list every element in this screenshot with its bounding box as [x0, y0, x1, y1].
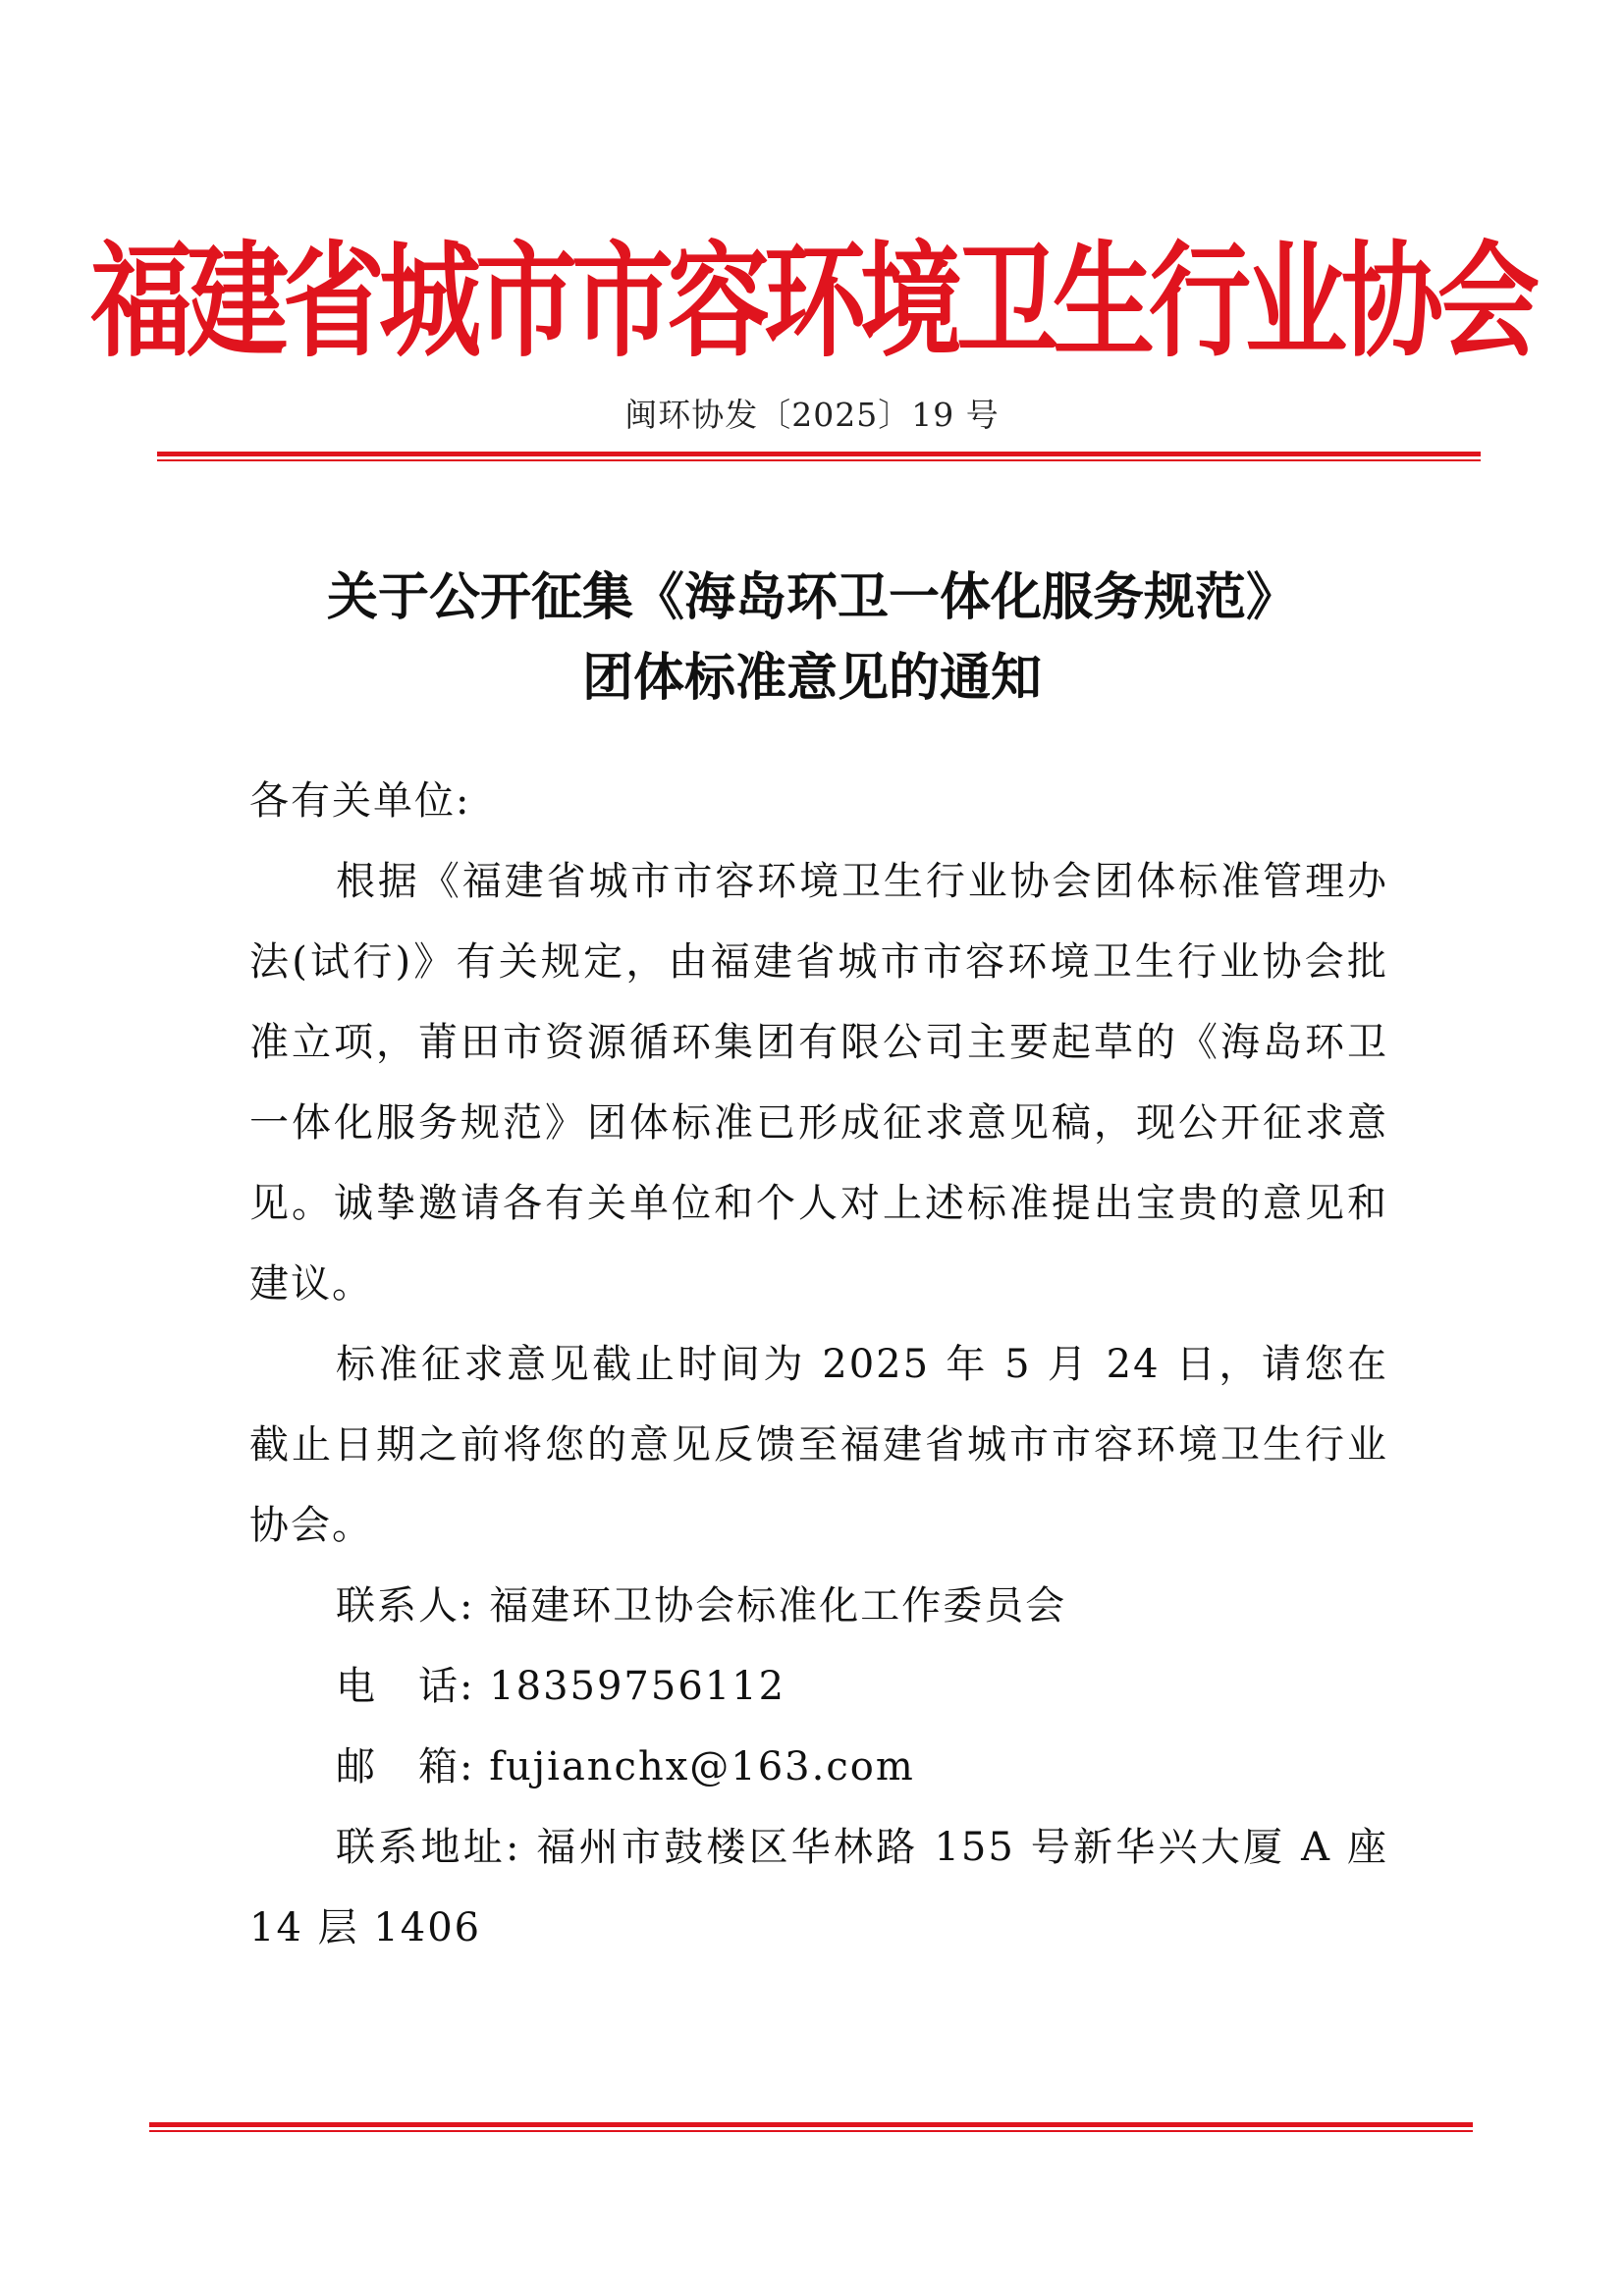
- salutation: 各有关单位:: [249, 778, 471, 824]
- contact-phone: 电 话: 18359756112: [336, 1664, 786, 1709]
- paragraph-basis: 根据《福建省城市市容环境卫生行业协会团体标准管理办法(试行)》有关规定，由福建省城市市容环境卫生行业协会批准立项，莆田市资源循环集团有限公司主要起草的《海岛环卫一体化服务规范》团体标准已形成征求意见稿，现公开征求意见。诚挚邀请各有关单位和个人对上述标准提出宝贵的意见和建议。: [249, 859, 1388, 1307]
- contact-address: 联系地址: 福州市鼓楼区华林路 155 号新华兴大厦 A 座 14 层 1406: [249, 1825, 1388, 1950]
- notice-body: [249, 761, 1388, 1968]
- document-number: 闽环协发〔2025〕19 号: [624, 396, 1000, 434]
- masthead-organization-name: 福建省城市市容环境卫生行业协会: [89, 228, 1534, 375]
- contact-email: 邮 箱: fujianchx@163.com: [336, 1744, 915, 1789]
- notice-title-line-1: 关于公开征集《海岛环卫一体化服务规范》: [326, 567, 1297, 627]
- notice-title: [0, 558, 1624, 719]
- contact-person: 联系人: 福建环卫协会标准化工作委员会: [336, 1583, 1067, 1629]
- paragraph-deadline: 标准征求意见截止时间为 2025 年 5 月 24 日，请您在截止日期之前将您的意见反馈至福建省城市市容环境卫生行业协会。: [249, 1342, 1388, 1548]
- notice-title-line-2: 团体标准意见的通知: [581, 648, 1042, 708]
- footer-divider: [149, 2122, 1473, 2132]
- header-divider: [157, 452, 1481, 461]
